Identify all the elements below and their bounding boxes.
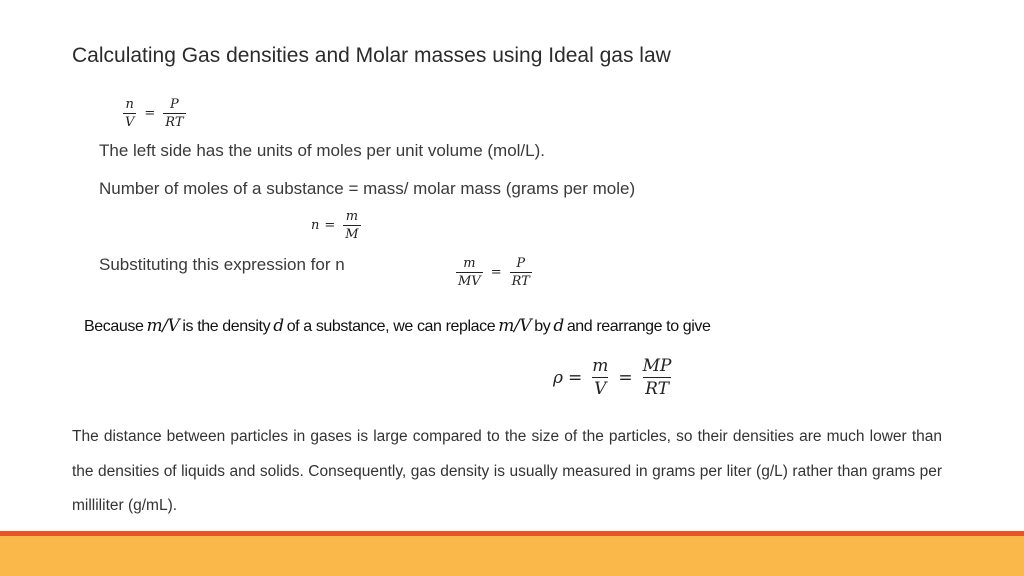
text-segment: and rearrange to give bbox=[566, 318, 711, 335]
footer-band bbox=[0, 536, 1024, 576]
numerator: P bbox=[170, 97, 179, 112]
denominator: RT bbox=[511, 274, 530, 289]
equation-density bbox=[553, 356, 676, 399]
denominator: RT bbox=[165, 115, 184, 130]
denominator: MV bbox=[458, 274, 481, 289]
numerator: m bbox=[592, 356, 609, 376]
text-segment: by bbox=[534, 318, 551, 335]
density-explanation bbox=[84, 316, 711, 336]
numerator: P bbox=[516, 256, 526, 271]
equals-sign: = bbox=[490, 265, 502, 280]
numerator: n bbox=[125, 97, 134, 112]
numerator: m bbox=[463, 256, 476, 271]
denominator: V bbox=[125, 115, 135, 130]
math-d: d bbox=[553, 316, 564, 336]
equals-sign: = bbox=[568, 367, 583, 388]
fraction-mp-rt bbox=[641, 356, 674, 399]
text-segment: of a substance, we can replace bbox=[286, 318, 496, 335]
variable-n: n bbox=[311, 218, 320, 233]
variable-rho: ρ bbox=[553, 367, 563, 388]
fraction-p-rt bbox=[163, 97, 185, 130]
fraction-n-v bbox=[123, 97, 136, 130]
moles-definition: Number of moles of a substance = mass/ molar mass (grams per mole) bbox=[99, 179, 636, 198]
equation-n-over-v bbox=[120, 97, 189, 130]
fraction-p-rt bbox=[510, 256, 532, 289]
equals-sign: = bbox=[324, 218, 336, 233]
equals-sign: = bbox=[618, 367, 633, 388]
numerator: MP bbox=[642, 356, 672, 376]
gas-density-paragraph: The distance between particles in gases is large compared to the size of the particles, so their densities are much lower than the densities of liquids and solids. Consequently, gas density is usually measured in grams per liter (g/L) rather than grams per milliliter (g/mL). bbox=[72, 428, 942, 514]
denominator: V bbox=[594, 379, 607, 399]
denominator: M bbox=[345, 227, 359, 242]
denominator: RT bbox=[645, 379, 669, 399]
numerator: m bbox=[345, 209, 359, 224]
math-d: d bbox=[273, 316, 284, 336]
math-m-over-v: m/V bbox=[498, 316, 532, 336]
text-segment: Because bbox=[84, 318, 144, 335]
text-segment: is the density bbox=[182, 318, 271, 335]
fraction-m-mv bbox=[456, 256, 483, 289]
math-m-over-v: m/V bbox=[146, 316, 180, 336]
fraction-m-v bbox=[590, 356, 610, 399]
units-statement: The left side has the units of moles per unit volume (mol/L). bbox=[99, 141, 545, 160]
equation-n-equals-m-over-M bbox=[311, 209, 364, 242]
equals-sign: = bbox=[144, 106, 156, 121]
fraction-m-M bbox=[343, 209, 360, 242]
substitution-statement: Substituting this expression for n bbox=[99, 255, 345, 274]
equation-m-over-mv bbox=[453, 256, 535, 289]
slide-title: Calculating Gas densities and Molar masses using Ideal gas law bbox=[72, 44, 671, 67]
